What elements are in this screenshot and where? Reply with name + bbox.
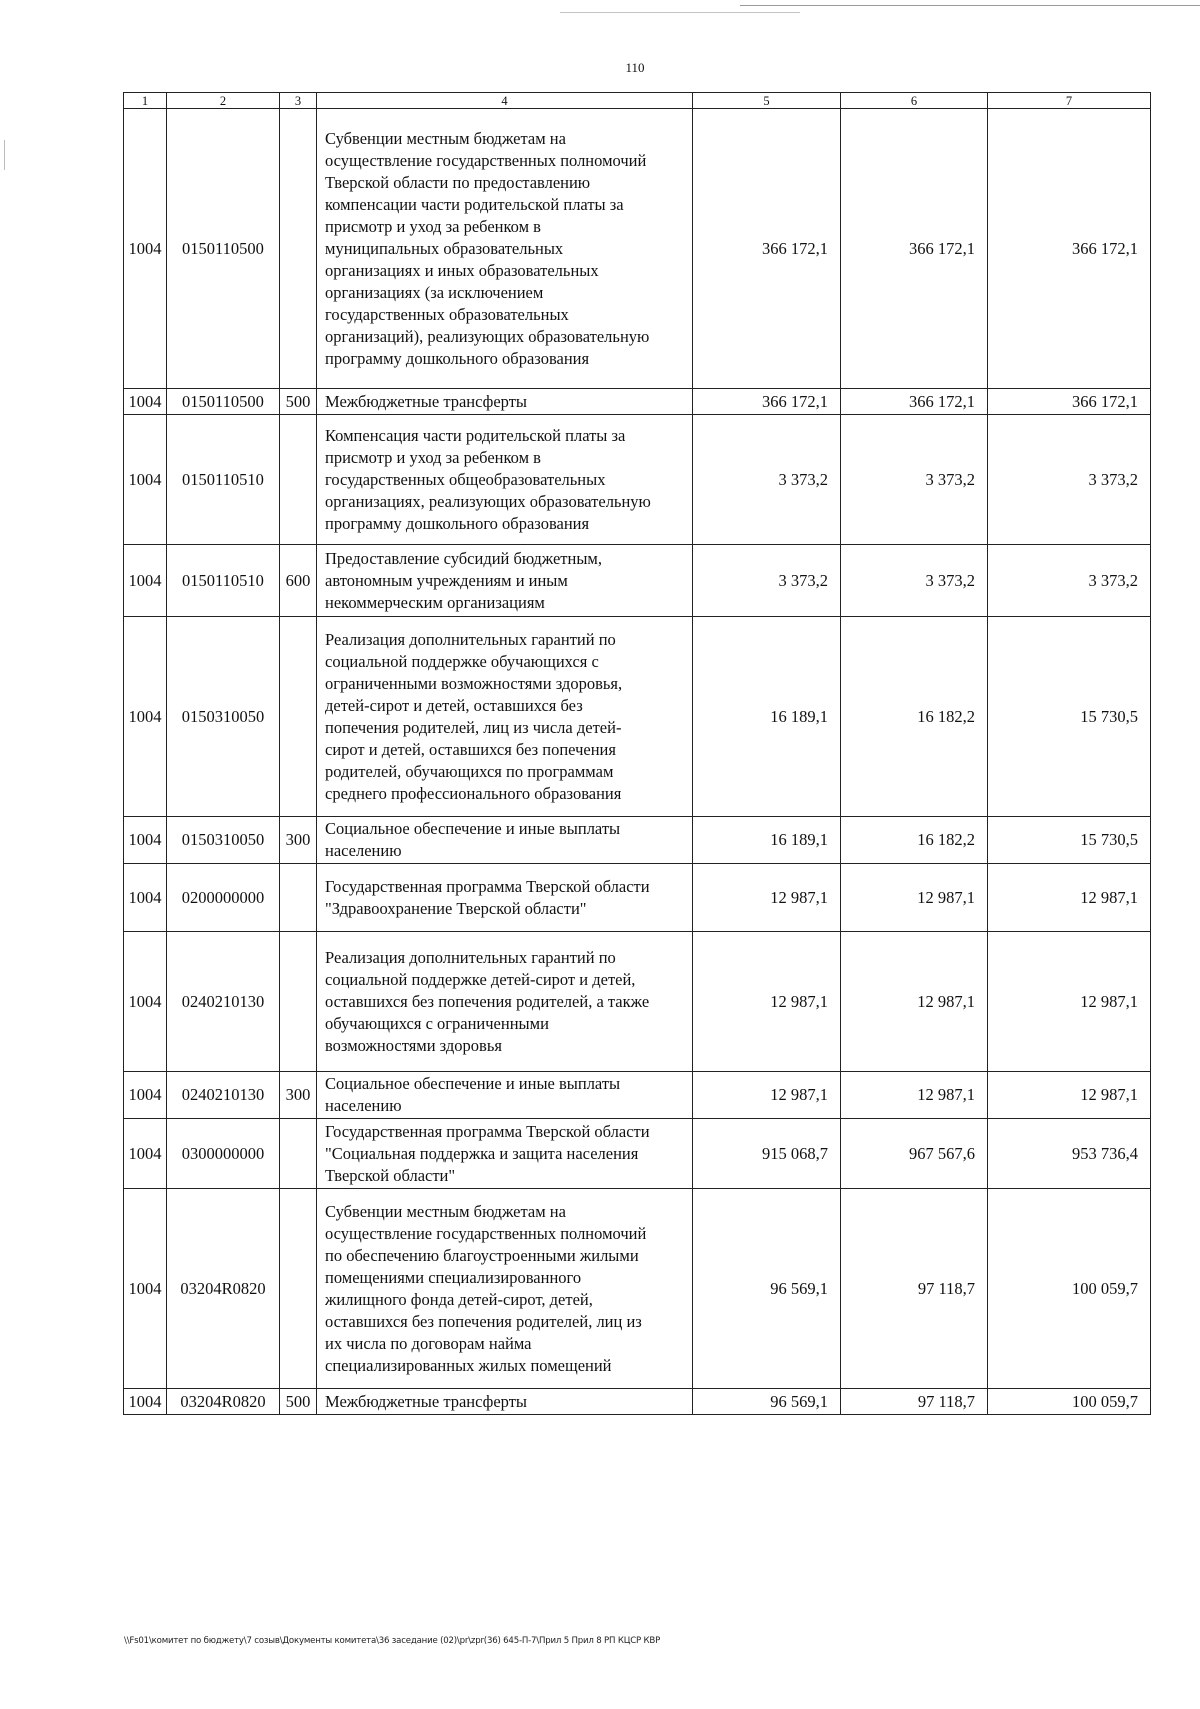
name-line: их числа по договорам найма bbox=[325, 1333, 532, 1353]
name-line: Государственная программа Тверской области bbox=[325, 1121, 650, 1141]
name-line: Реализация дополнительных гарантий по bbox=[325, 629, 616, 649]
amount-col-6: 366 172,1 bbox=[841, 389, 988, 415]
amount-col-6: 97 118,7 bbox=[841, 1189, 988, 1389]
amount-col-6: 967 567,6 bbox=[841, 1119, 988, 1189]
section-code: 1004 bbox=[124, 1119, 167, 1189]
section-code: 1004 bbox=[124, 415, 167, 545]
name-line: Субвенции местным бюджетам на bbox=[325, 128, 566, 148]
name-line: жилищного фонда детей-сирот, детей, bbox=[325, 1289, 593, 1309]
name-line: оставшихся без попечения родителей, а также bbox=[325, 991, 650, 1011]
scan-artifact-line bbox=[560, 12, 800, 13]
amount-col-6: 97 118,7 bbox=[841, 1389, 988, 1415]
amount-col-7: 953 736,4 bbox=[988, 1119, 1151, 1189]
amount-col-7: 15 730,5 bbox=[988, 817, 1151, 864]
name-line: "Здравоохранение Тверской области" bbox=[325, 898, 587, 918]
amount-col-7: 12 987,1 bbox=[988, 864, 1151, 932]
name-line: Государственная программа Тверской области bbox=[325, 876, 650, 896]
name-line: Предоставление субсидий бюджетным, bbox=[325, 548, 602, 568]
section-code: 1004 bbox=[124, 1072, 167, 1119]
expense-type-code: 300 bbox=[280, 817, 317, 864]
table-header-row bbox=[124, 93, 1151, 109]
expense-type-code bbox=[280, 617, 317, 817]
name-line: попечения родителей, лиц из числа детей- bbox=[325, 717, 622, 737]
section-code: 1004 bbox=[124, 109, 167, 389]
name-line: осуществление государственных полномочий bbox=[325, 150, 647, 170]
item-name bbox=[317, 1119, 693, 1189]
expense-type-code bbox=[280, 415, 317, 545]
name-line: муниципальных образовательных bbox=[325, 238, 564, 258]
section-code: 1004 bbox=[124, 1389, 167, 1415]
target-code: 0240210130 bbox=[167, 932, 280, 1072]
name-line: специализированных жилых помещений bbox=[325, 1355, 612, 1375]
expense-type-code: 500 bbox=[280, 389, 317, 415]
name-line: Социальное обеспечение и иные выплаты bbox=[325, 1074, 621, 1093]
name-line: государственных общеобразовательных bbox=[325, 469, 606, 489]
name-line: среднего профессионального образования bbox=[325, 783, 622, 803]
column-header: 5 bbox=[693, 93, 841, 109]
amount-col-5: 12 987,1 bbox=[693, 932, 841, 1072]
budget-table bbox=[123, 92, 1151, 1415]
section-code: 1004 bbox=[124, 545, 167, 617]
name-line: Тверской области по предоставлению bbox=[325, 172, 591, 192]
table-row bbox=[124, 617, 1151, 817]
name-line: социальной поддержке детей-сирот и детей, bbox=[325, 969, 636, 989]
scan-artifact-mark bbox=[4, 140, 5, 170]
target-code: 0150110510 bbox=[167, 545, 280, 617]
name-line: возможностями здоровья bbox=[325, 1035, 502, 1055]
amount-col-6: 366 172,1 bbox=[841, 109, 988, 389]
name-line: ограниченными возможностями здоровья, bbox=[325, 673, 623, 693]
expense-type-code bbox=[280, 109, 317, 389]
target-code: 0150110500 bbox=[167, 109, 280, 389]
amount-col-5: 96 569,1 bbox=[693, 1389, 841, 1415]
item-name bbox=[317, 415, 693, 545]
table-row bbox=[124, 1119, 1151, 1189]
amount-col-7: 100 059,7 bbox=[988, 1389, 1151, 1415]
amount-col-5: 3 373,2 bbox=[693, 545, 841, 617]
table-row bbox=[124, 389, 1151, 415]
amount-col-7: 12 987,1 bbox=[988, 932, 1151, 1072]
expense-type-code: 600 bbox=[280, 545, 317, 617]
name-line: присмотр и уход за ребенком в bbox=[325, 447, 541, 467]
column-header: 3 bbox=[280, 93, 317, 109]
expense-type-code bbox=[280, 932, 317, 1072]
name-line: автономным учреждениям и иным bbox=[325, 570, 568, 590]
item-name bbox=[317, 1389, 693, 1415]
amount-col-6: 12 987,1 bbox=[841, 932, 988, 1072]
name-line: организаций), реализующих образовательную bbox=[325, 326, 650, 346]
name-line: программу дошкольного образования bbox=[325, 513, 590, 533]
target-code: 03204R0820 bbox=[167, 1389, 280, 1415]
name-line: родителей, обучающихся по программам bbox=[325, 761, 614, 781]
item-name bbox=[317, 1072, 693, 1119]
target-code: 0240210130 bbox=[167, 1072, 280, 1119]
target-code: 0150110510 bbox=[167, 415, 280, 545]
name-line: некоммерческим организациям bbox=[325, 592, 545, 612]
name-line: Компенсация части родительской платы за bbox=[325, 425, 626, 445]
column-header: 2 bbox=[167, 93, 280, 109]
expense-type-code bbox=[280, 1119, 317, 1189]
amount-col-5: 12 987,1 bbox=[693, 1072, 841, 1119]
name-line: детей-сирот и детей, оставшихся без bbox=[325, 695, 583, 715]
section-code: 1004 bbox=[124, 817, 167, 864]
table-row bbox=[124, 545, 1151, 617]
table-row bbox=[124, 817, 1151, 864]
expense-type-code bbox=[280, 1189, 317, 1389]
item-name bbox=[317, 817, 693, 864]
amount-col-7: 12 987,1 bbox=[988, 1072, 1151, 1119]
scan-artifact-line bbox=[740, 5, 1200, 6]
column-header: 6 bbox=[841, 93, 988, 109]
amount-col-5: 12 987,1 bbox=[693, 864, 841, 932]
amount-col-6: 16 182,2 bbox=[841, 617, 988, 817]
section-code: 1004 bbox=[124, 389, 167, 415]
section-code: 1004 bbox=[124, 932, 167, 1072]
name-line: Социальное обеспечение и иные выплаты bbox=[325, 819, 621, 838]
name-line: обучающихся с ограниченными bbox=[325, 1013, 549, 1033]
amount-col-5: 3 373,2 bbox=[693, 415, 841, 545]
amount-col-6: 12 987,1 bbox=[841, 1072, 988, 1119]
name-line: Реализация дополнительных гарантий по bbox=[325, 947, 616, 967]
name-line: населению bbox=[325, 841, 402, 860]
table-row bbox=[124, 932, 1151, 1072]
amount-col-7: 3 373,2 bbox=[988, 415, 1151, 545]
amount-col-5: 366 172,1 bbox=[693, 109, 841, 389]
table-row bbox=[124, 1389, 1151, 1415]
name-line: Межбюджетные трансферты bbox=[325, 1391, 528, 1411]
name-line: организациях, реализующих образовательную bbox=[325, 491, 651, 511]
item-name bbox=[317, 545, 693, 617]
table-row bbox=[124, 415, 1151, 545]
amount-col-7: 3 373,2 bbox=[988, 545, 1151, 617]
name-line: социальной поддержке обучающихся с bbox=[325, 651, 599, 671]
item-name bbox=[317, 932, 693, 1072]
expense-type-code bbox=[280, 864, 317, 932]
target-code: 0200000000 bbox=[167, 864, 280, 932]
name-line: Тверской области" bbox=[325, 1165, 456, 1185]
name-line: Субвенции местным бюджетам на bbox=[325, 1201, 566, 1221]
table-row bbox=[124, 109, 1151, 389]
target-code: 0150110500 bbox=[167, 389, 280, 415]
name-line: по обеспечению благоустроенными жилыми bbox=[325, 1245, 639, 1265]
amount-col-7: 366 172,1 bbox=[988, 389, 1151, 415]
name-line: государственных образовательных bbox=[325, 304, 569, 324]
amount-col-5: 915 068,7 bbox=[693, 1119, 841, 1189]
column-header: 4 bbox=[317, 93, 693, 109]
table-row bbox=[124, 1189, 1151, 1389]
target-code: 0150310050 bbox=[167, 817, 280, 864]
item-name bbox=[317, 617, 693, 817]
amount-col-6: 3 373,2 bbox=[841, 545, 988, 617]
name-line: программу дошкольного образования bbox=[325, 348, 590, 368]
section-code: 1004 bbox=[124, 617, 167, 817]
name-line: организациях (за исключением bbox=[325, 282, 544, 302]
item-name bbox=[317, 864, 693, 932]
amount-col-7: 15 730,5 bbox=[988, 617, 1151, 817]
name-line: оставшихся без попечения родителей, лиц из bbox=[325, 1311, 642, 1331]
footer-file-path: \\Fs01\комитет по бюджету\7 созыв\Документы комитета\36 заседание (02)\pr\zpr(36) 645-П-7\Прил 5 Прил 8 РП КЦСР КВР bbox=[124, 1636, 661, 1646]
target-code: 0300000000 bbox=[167, 1119, 280, 1189]
amount-col-6: 12 987,1 bbox=[841, 864, 988, 932]
target-code: 0150310050 bbox=[167, 617, 280, 817]
expense-type-code: 500 bbox=[280, 1389, 317, 1415]
item-name bbox=[317, 1189, 693, 1389]
name-line: сирот и детей, оставшихся без попечения bbox=[325, 739, 616, 759]
name-line: населению bbox=[325, 1096, 402, 1115]
amount-col-7: 100 059,7 bbox=[988, 1189, 1151, 1389]
section-code: 1004 bbox=[124, 864, 167, 932]
amount-col-6: 16 182,2 bbox=[841, 817, 988, 864]
name-line: компенсации части родительской платы за bbox=[325, 194, 624, 214]
amount-col-5: 16 189,1 bbox=[693, 617, 841, 817]
column-header: 1 bbox=[124, 93, 167, 109]
amount-col-5: 16 189,1 bbox=[693, 817, 841, 864]
section-code: 1004 bbox=[124, 1189, 167, 1389]
table-row bbox=[124, 864, 1151, 932]
item-name bbox=[317, 109, 693, 389]
amount-col-7: 366 172,1 bbox=[988, 109, 1151, 389]
page-number: 110 bbox=[625, 60, 645, 75]
name-line: Межбюджетные трансферты bbox=[325, 391, 528, 411]
amount-col-5: 96 569,1 bbox=[693, 1189, 841, 1389]
name-line: "Социальная поддержка и защита населения bbox=[325, 1143, 639, 1163]
name-line: присмотр и уход за ребенком в bbox=[325, 216, 541, 236]
amount-col-5: 366 172,1 bbox=[693, 389, 841, 415]
name-line: осуществление государственных полномочий bbox=[325, 1223, 647, 1243]
name-line: организациях и иных образовательных bbox=[325, 260, 599, 280]
name-line: помещениями специализированного bbox=[325, 1267, 582, 1287]
column-header: 7 bbox=[988, 93, 1151, 109]
item-name bbox=[317, 389, 693, 415]
amount-col-6: 3 373,2 bbox=[841, 415, 988, 545]
target-code: 03204R0820 bbox=[167, 1189, 280, 1389]
expense-type-code: 300 bbox=[280, 1072, 317, 1119]
table-row bbox=[124, 1072, 1151, 1119]
